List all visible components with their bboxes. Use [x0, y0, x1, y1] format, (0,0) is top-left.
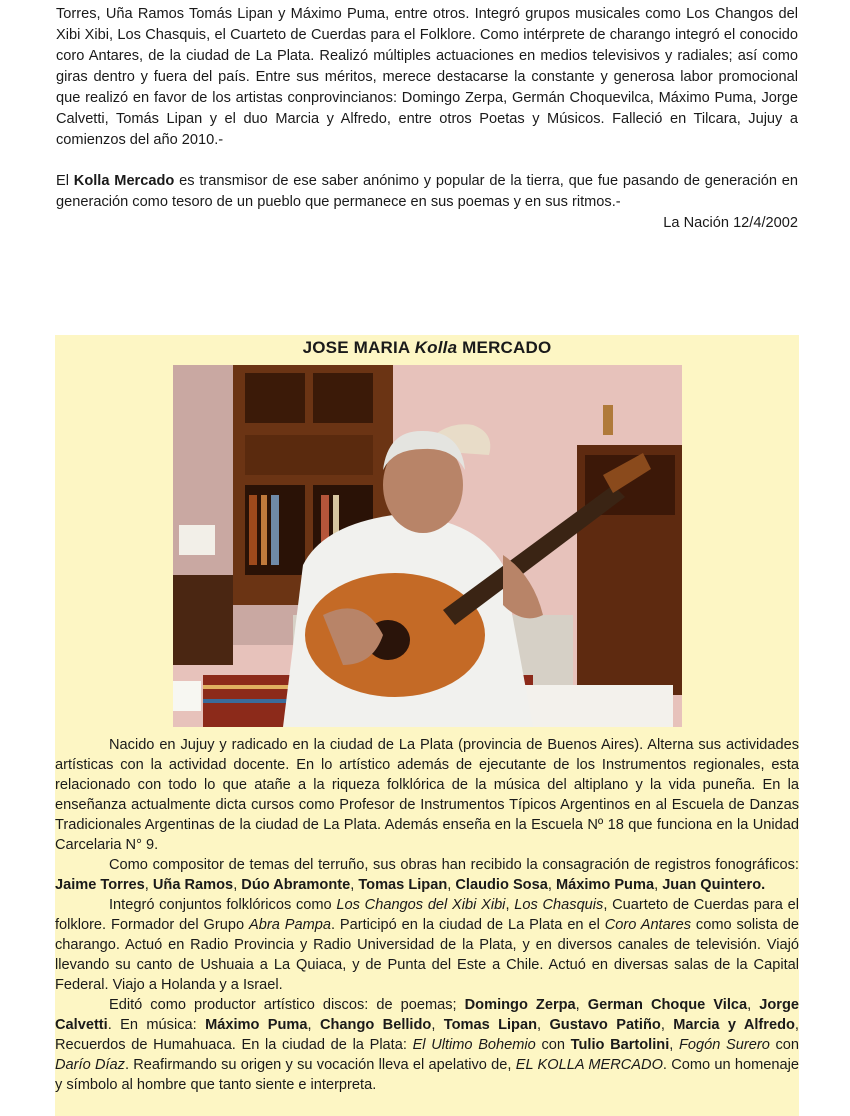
intro-paragraph-2	[56, 171, 798, 234]
text-run: . Participó en la ciudad de La Plata en el	[330, 917, 605, 933]
bold-name: Juan Quintero.	[662, 877, 766, 893]
italic-name: Fogón Surero	[678, 1037, 770, 1053]
text-run: con	[769, 1037, 799, 1053]
text-run: . Como un homenaje y símbolo al hombre que tanto siente e interpreta.	[55, 1057, 799, 1093]
text-run: es transmisor de ese saber anónimo y popular de la tierra, que fue pasando de generación en generación como tesoro de un pueblo que permanece en sus poemas y en sus ritmos.-	[56, 173, 799, 210]
title-part: MERCADO	[457, 338, 552, 357]
biography-title	[55, 337, 799, 359]
text-run: ,	[350, 877, 359, 893]
portrait-photo	[173, 365, 682, 727]
italic-name: EL KOLLA MERCADO	[515, 1057, 663, 1073]
bio-paragraph-3	[55, 895, 799, 995]
bold-name: Máximo Puma	[205, 1017, 308, 1033]
text-run: Integró conjuntos folklóricos como	[109, 897, 337, 913]
bold-name: Jaime Torres	[55, 877, 145, 893]
text-run: ,	[654, 877, 663, 893]
intro-paragraph-1: Torres, Uña Ramos Tomás Lipan y Máximo Puma, entre otros. Integró grupos musicales como Los Changos del Xibi Xibi, Los Chasquis, el Cuarteto de Cuerdas para el Folklore. Como intérprete de charango integró el conocido coro Antares, de la ciudad de La Plata. Realizó múltiples actuaciones en medios televisivos y radiales; así como giras dentro y fuera del país. Entre sus méritos, merece destacarse la constante y generosa labor promocional que realizó en favor de los artistas conprovincianos: Domingo Zerpa, Germán Choquevilca, Máximo Puma, Jorge Calvetti, Tomás Lipan y el duo Marcia y Alfredo, entre otros Poetas y Músicos. Falleció en Tilcara, Jujuy a comienzos del año 2010.-	[56, 6, 798, 148]
bold-name: Máximo Puma	[555, 877, 655, 893]
text-run: ,	[447, 877, 456, 893]
text-run: , Recuerdos de Humahuaca. En la ciudad de la Plata:	[55, 1017, 799, 1053]
bold-name: Claudio Sosa	[455, 877, 548, 893]
bold-name: Jorge Calvetti	[55, 997, 799, 1033]
bold-name: Tomas Lipan	[358, 877, 448, 893]
text-run: ,	[307, 1017, 320, 1033]
text-run: El	[56, 173, 74, 189]
text-run: como solista de charango. Actuó en Radio Provincia y Radio Universidad de la Plata, y en diversos canales de televisión. Viajó llevando su canto de Ushuaia a La Quiaca, y de Punta del Este a Chile. Actuó en diversas salas de la Capital Federal. Viajo a Holanda y a Israel.	[55, 917, 799, 993]
text-run: ,	[505, 897, 515, 913]
text-run: ,	[575, 997, 588, 1013]
text-run: . En música:	[107, 1017, 206, 1033]
source-citation: La Nación 12/4/2002	[663, 215, 798, 231]
text-run: ,	[669, 1037, 679, 1053]
text-run: ,	[547, 877, 556, 893]
text-run: . Reafirmando su origen y su vocación lleva el apelativo de,	[124, 1057, 516, 1073]
italic-name: Darío Díaz	[55, 1057, 125, 1073]
text-run: ,	[431, 1017, 444, 1033]
text-run: ,	[747, 997, 760, 1013]
bold-name: German Choque Vilca	[587, 997, 748, 1013]
bio-paragraph-1: Nacido en Jujuy y radicado en la ciudad de La Plata (provincia de Buenos Aires). Alterna sus actividades artísticas con la actividad docente. En lo artístico además de ejecutante de los Instrumentos regionales, esta relacionado con todo lo que atañe a la riqueza folklórica de la música del altiplano y la vida puneña. En la enseñanza actualmente dicta cursos como Profesor de Instrumentos Típicos Argentinos en al Escuela de Danzas Tradicionales Argentinas de la ciudad de La Plata. Además enseña en la Escuela Nº 18 que funciona en la Unidad Carcelaria N° 9.	[55, 737, 799, 853]
italic-name: El Ultimo Bohemio	[412, 1037, 536, 1053]
italic-name: Abra Pampa	[249, 917, 331, 933]
bold-name: Gustavo Patiño	[549, 1017, 661, 1033]
bio-paragraph-4	[55, 995, 799, 1095]
biography-text	[55, 735, 799, 1095]
biography-box	[55, 335, 799, 1116]
intro-text	[56, 4, 798, 234]
title-part: JOSE MARIA	[302, 338, 415, 357]
text-run: con	[535, 1037, 571, 1053]
bold-name: Tulio Bartolini	[570, 1037, 670, 1053]
bold-name: Chango Bellido	[319, 1017, 432, 1033]
bold-name: Dúo Abramonte	[241, 877, 351, 893]
text-run: ,	[144, 877, 153, 893]
bold-name: Domingo Zerpa	[464, 997, 576, 1013]
title-italic-part: Kolla	[414, 338, 458, 357]
bold-name: Marcia y Alfredo	[673, 1017, 795, 1033]
bold-name: Kolla Mercado	[73, 173, 175, 189]
text-run: Como compositor de temas del terruño, sus obras han recibido la consagración de registros fonográficos:	[109, 857, 799, 873]
italic-name: Coro Antares	[604, 917, 692, 933]
bio-paragraph-2	[55, 855, 799, 895]
text-run: Editó como productor artístico discos: de poemas;	[109, 997, 465, 1013]
text-run: ,	[660, 1017, 674, 1033]
italic-name: Los Changos del Xibi Xibi	[336, 897, 506, 913]
bold-name: Tomas Lipan	[443, 1017, 537, 1033]
text-run: ,	[233, 877, 242, 893]
text-run: , Cuarteto de Cuerdas para el folklore. Formador del Grupo	[55, 897, 799, 933]
text-run: ,	[537, 1017, 550, 1033]
italic-name: Los Chasquis	[514, 897, 604, 913]
bold-name: Uña Ramos	[152, 877, 234, 893]
